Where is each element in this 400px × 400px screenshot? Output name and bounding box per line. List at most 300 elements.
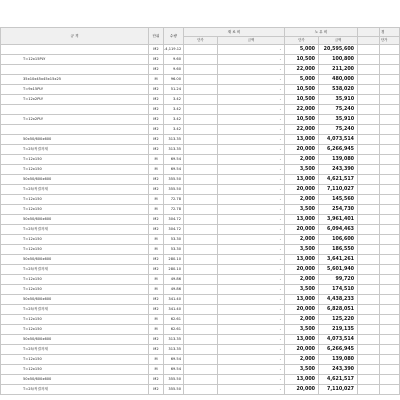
row-last — [380, 85, 400, 95]
row-gap — [358, 235, 380, 245]
row-gap — [358, 175, 380, 185]
row-spec — [1, 105, 149, 115]
row-gap — [358, 105, 380, 115]
row-labor-amount: 100,800 — [319, 55, 358, 65]
row-labor-price: 22,000 — [285, 65, 319, 75]
row-gap — [358, 245, 380, 255]
row-labor-price: 13,000 — [285, 375, 319, 385]
row-material-amount: - — [218, 285, 285, 295]
row-spec: T=25/직결자재 — [1, 225, 149, 235]
row-last — [380, 195, 400, 205]
table-row — [1, 145, 400, 155]
row-material-price — [184, 385, 218, 395]
row-labor-amount: 4,073,514 — [319, 335, 358, 345]
row-spec: T=12x150 — [1, 285, 149, 295]
row-qty: 62.61 — [164, 325, 184, 335]
row-qty: 49.86 — [164, 285, 184, 295]
header-spec: 규 격 — [1, 28, 149, 45]
row-material-price — [184, 355, 218, 365]
row-last — [380, 235, 400, 245]
row-spec: T=12x150 — [1, 165, 149, 175]
row-material-amount: - — [218, 215, 285, 225]
row-unit: M2 — [149, 225, 164, 235]
row-material-amount: - — [218, 175, 285, 185]
row-material-price — [184, 335, 218, 345]
table-row — [1, 45, 400, 55]
row-spec: 50x50/600x600 — [1, 175, 149, 185]
row-qty: 3.42 — [164, 105, 184, 115]
row-gap — [358, 335, 380, 345]
row-last — [380, 295, 400, 305]
table-row — [1, 325, 400, 335]
row-material-amount: - — [218, 185, 285, 195]
row-labor-amount: 4,621,517 — [319, 175, 358, 185]
row-gap — [358, 155, 380, 165]
row-qty: 9.60 — [164, 55, 184, 65]
row-labor-amount: 211,200 — [319, 65, 358, 75]
row-gap — [358, 165, 380, 175]
row-labor-price: 20,000 — [285, 145, 319, 155]
row-gap — [358, 285, 380, 295]
row-qty: 313.35 — [164, 135, 184, 145]
row-material-amount: - — [218, 235, 285, 245]
row-spec: T=12x150 — [1, 195, 149, 205]
row-gap — [358, 255, 380, 265]
row-spec: T=12x15PLY — [1, 55, 149, 65]
row-labor-price: 13,000 — [285, 175, 319, 185]
row-last — [380, 175, 400, 185]
row-unit: M — [149, 155, 164, 165]
table-row — [1, 345, 400, 355]
row-unit: M2 — [149, 135, 164, 145]
row-material-price — [184, 155, 218, 165]
row-material-amount: - — [218, 295, 285, 305]
row-qty: 313.35 — [164, 145, 184, 155]
table-row — [1, 255, 400, 265]
row-labor-price: 2,000 — [285, 315, 319, 325]
row-labor-price: 10,500 — [285, 95, 319, 105]
row-unit: M — [149, 285, 164, 295]
row-unit: M2 — [149, 125, 164, 135]
row-spec: 50x50/600x600 — [1, 375, 149, 385]
row-spec: 50x50/600x600 — [1, 335, 149, 345]
row-unit: M2 — [149, 215, 164, 225]
header-material: 재 료 비 — [184, 28, 285, 37]
row-material-price — [184, 95, 218, 105]
row-material-amount: - — [218, 245, 285, 255]
row-unit: M — [149, 75, 164, 85]
row-material-amount: - — [218, 305, 285, 315]
row-material-amount: - — [218, 365, 285, 375]
row-qty: 69.54 — [164, 165, 184, 175]
row-material-price — [184, 115, 218, 125]
table-row — [1, 275, 400, 285]
row-material-price — [184, 315, 218, 325]
table-row — [1, 85, 400, 95]
row-spec: T=12x2PLY — [1, 95, 149, 105]
row-labor-price: 13,000 — [285, 295, 319, 305]
header-row-top — [1, 28, 400, 37]
row-labor-amount: 4,073,514 — [319, 135, 358, 145]
row-labor-price: 5,000 — [285, 75, 319, 85]
row-material-amount: - — [218, 265, 285, 275]
table-row — [1, 105, 400, 115]
row-material-amount: - — [218, 75, 285, 85]
table-row — [1, 385, 400, 395]
row-material-price — [184, 265, 218, 275]
row-labor-price: 20,000 — [285, 225, 319, 235]
row-labor-amount: 243,390 — [319, 165, 358, 175]
table-row — [1, 315, 400, 325]
header-labor-amount: 금액 — [319, 37, 358, 45]
row-material-price — [184, 165, 218, 175]
row-labor-price: 20,000 — [285, 345, 319, 355]
table-row — [1, 175, 400, 185]
row-spec: T=25/직결자재 — [1, 305, 149, 315]
table-row — [1, 265, 400, 275]
table-row — [1, 355, 400, 365]
row-last — [380, 355, 400, 365]
row-unit: M2 — [149, 295, 164, 305]
row-last — [380, 255, 400, 265]
row-qty: 355.50 — [164, 175, 184, 185]
row-last — [380, 75, 400, 85]
row-material-amount: - — [218, 345, 285, 355]
row-labor-amount: 139,080 — [319, 155, 358, 165]
row-material-price — [184, 205, 218, 215]
row-labor-price: 13,000 — [285, 335, 319, 345]
row-qty: 280.10 — [164, 265, 184, 275]
row-labor-amount: 145,560 — [319, 195, 358, 205]
row-material-amount: - — [218, 45, 285, 55]
row-labor-price: 2,000 — [285, 155, 319, 165]
row-labor-amount: 4,438,233 — [319, 295, 358, 305]
row-unit: M — [149, 165, 164, 175]
row-spec: 50x50/600x600 — [1, 295, 149, 305]
row-qty: 62.61 — [164, 315, 184, 325]
row-labor-amount: 35,910 — [319, 95, 358, 105]
table-body — [1, 45, 400, 395]
row-last — [380, 225, 400, 235]
table-row — [1, 65, 400, 75]
row-gap — [358, 195, 380, 205]
row-material-amount: - — [218, 85, 285, 95]
row-unit: M2 — [149, 185, 164, 195]
row-labor-price: 20,000 — [285, 185, 319, 195]
row-labor-price: 3,500 — [285, 245, 319, 255]
header-labor-price: 단가 — [285, 37, 319, 45]
row-spec: T=12x150 — [1, 315, 149, 325]
row-material-price — [184, 225, 218, 235]
row-labor-price: 20,000 — [285, 305, 319, 315]
row-last — [380, 275, 400, 285]
row-last — [380, 315, 400, 325]
row-qty: 53.30 — [164, 235, 184, 245]
row-labor-price: 5,000 — [285, 45, 319, 55]
row-material-amount: - — [218, 115, 285, 125]
row-qty: 69.54 — [164, 155, 184, 165]
row-labor-amount: 186,550 — [319, 245, 358, 255]
header-last-sub: 단가 — [380, 37, 400, 45]
row-last — [380, 385, 400, 395]
table-row — [1, 115, 400, 125]
row-labor-price: 13,000 — [285, 215, 319, 225]
row-material-price — [184, 145, 218, 155]
row-material-amount: - — [218, 65, 285, 75]
row-labor-amount: 139,080 — [319, 355, 358, 365]
table-row — [1, 335, 400, 345]
row-material-price — [184, 45, 218, 55]
table-row — [1, 55, 400, 65]
row-last — [380, 305, 400, 315]
row-labor-price: 10,500 — [285, 55, 319, 65]
row-gap — [358, 145, 380, 155]
row-material-price — [184, 325, 218, 335]
table-row — [1, 235, 400, 245]
row-unit: M2 — [149, 375, 164, 385]
row-labor-amount: 3,961,401 — [319, 215, 358, 225]
table-row — [1, 185, 400, 195]
table-row — [1, 125, 400, 135]
row-gap — [358, 275, 380, 285]
row-labor-price: 20,000 — [285, 265, 319, 275]
row-unit: M — [149, 195, 164, 205]
table-row — [1, 75, 400, 85]
row-labor-amount: 7,110,027 — [319, 385, 358, 395]
row-last — [380, 145, 400, 155]
row-labor-amount: 7,110,027 — [319, 185, 358, 195]
table-row — [1, 155, 400, 165]
row-material-amount: - — [218, 135, 285, 145]
row-labor-price: 2,000 — [285, 235, 319, 245]
row-labor-amount: 480,000 — [319, 75, 358, 85]
row-unit: M2 — [149, 175, 164, 185]
row-gap — [358, 45, 380, 55]
row-labor-price: 22,000 — [285, 125, 319, 135]
row-qty: 355.50 — [164, 385, 184, 395]
row-unit: M2 — [149, 55, 164, 65]
spreadsheet — [0, 27, 400, 395]
row-qty: 53.30 — [164, 245, 184, 255]
row-spec: 50x50/600x600 — [1, 135, 149, 145]
row-labor-price: 2,000 — [285, 195, 319, 205]
row-qty: 49.86 — [164, 275, 184, 285]
row-spec: T=12x150 — [1, 365, 149, 375]
row-unit: M2 — [149, 105, 164, 115]
row-last — [380, 365, 400, 375]
row-material-amount: - — [218, 375, 285, 385]
row-spec: T=12x150 — [1, 235, 149, 245]
row-spec: T=12x2PLY — [1, 115, 149, 125]
row-unit: M2 — [149, 85, 164, 95]
row-last — [380, 215, 400, 225]
row-last — [380, 65, 400, 75]
row-qty: 51.24 — [164, 85, 184, 95]
row-gap — [358, 315, 380, 325]
row-labor-amount: 6,828,051 — [319, 305, 358, 315]
header-last-group: 경 — [380, 28, 400, 37]
row-spec: 35x10x45x45x15x25 — [1, 75, 149, 85]
row-last — [380, 55, 400, 65]
row-gap — [358, 345, 380, 355]
table-row — [1, 195, 400, 205]
row-labor-price: 3,500 — [285, 205, 319, 215]
row-spec — [1, 65, 149, 75]
row-gap — [358, 85, 380, 95]
row-gap — [358, 225, 380, 235]
row-unit: M — [149, 275, 164, 285]
row-qty: 3.42 — [164, 95, 184, 105]
row-labor-amount: 6,266,945 — [319, 145, 358, 155]
row-labor-amount: 4,621,517 — [319, 375, 358, 385]
row-gap — [358, 205, 380, 215]
row-labor-price: 10,500 — [285, 115, 319, 125]
row-qty: 355.50 — [164, 185, 184, 195]
row-gap — [358, 115, 380, 125]
row-labor-price: 3,500 — [285, 285, 319, 295]
row-material-amount: - — [218, 325, 285, 335]
row-spec: T=25/직결자재 — [1, 345, 149, 355]
row-material-amount: - — [218, 205, 285, 215]
row-qty: 304.72 — [164, 225, 184, 235]
row-labor-price: 10,500 — [285, 85, 319, 95]
row-material-price — [184, 215, 218, 225]
row-qty: 72.78 — [164, 205, 184, 215]
row-spec: T=12x150 — [1, 205, 149, 215]
row-qty: 72.78 — [164, 195, 184, 205]
row-labor-amount: 20,595,600 — [319, 45, 358, 55]
row-material-amount: - — [218, 55, 285, 65]
header-qty: 수량 — [164, 28, 184, 45]
row-material-price — [184, 185, 218, 195]
row-material-amount: - — [218, 95, 285, 105]
row-material-amount: - — [218, 255, 285, 265]
row-spec: T=12x150 — [1, 325, 149, 335]
row-qty: 313.35 — [164, 335, 184, 345]
row-last — [380, 185, 400, 195]
row-material-price — [184, 345, 218, 355]
row-spec — [1, 45, 149, 55]
row-material-price — [184, 285, 218, 295]
row-labor-amount: 174,510 — [319, 285, 358, 295]
row-last — [380, 45, 400, 55]
row-qty: 313.35 — [164, 345, 184, 355]
row-last — [380, 375, 400, 385]
table-row — [1, 365, 400, 375]
row-qty: -4,119.12 — [164, 45, 184, 55]
row-qty: 304.72 — [164, 215, 184, 225]
row-labor-amount: 6,266,945 — [319, 345, 358, 355]
row-material-price — [184, 235, 218, 245]
row-material-amount: - — [218, 125, 285, 135]
row-material-price — [184, 65, 218, 75]
row-last — [380, 95, 400, 105]
row-material-price — [184, 175, 218, 185]
row-spec: T=9x15PLY — [1, 85, 149, 95]
row-material-amount: - — [218, 105, 285, 115]
header-labor: 노 무 비 — [285, 28, 358, 37]
header-unit: 단위 — [149, 28, 164, 45]
row-labor-amount: 106,600 — [319, 235, 358, 245]
row-spec: T=12x150 — [1, 275, 149, 285]
row-spec: T=25/직결자재 — [1, 265, 149, 275]
row-last — [380, 335, 400, 345]
row-gap — [358, 135, 380, 145]
row-gap — [358, 185, 380, 195]
row-labor-amount: 75,240 — [319, 105, 358, 115]
row-qty: 341.40 — [164, 305, 184, 315]
row-material-amount: - — [218, 315, 285, 325]
row-qty: 69.54 — [164, 355, 184, 365]
row-gap — [358, 215, 380, 225]
row-qty: 3.42 — [164, 115, 184, 125]
row-material-price — [184, 255, 218, 265]
table-row — [1, 245, 400, 255]
row-labor-price: 2,000 — [285, 275, 319, 285]
row-unit: M — [149, 235, 164, 245]
row-spec: 50x50/600x600 — [1, 255, 149, 265]
row-unit: M — [149, 365, 164, 375]
row-gap — [358, 55, 380, 65]
row-qty: 3.42 — [164, 125, 184, 135]
row-material-amount: - — [218, 355, 285, 365]
row-material-price — [184, 305, 218, 315]
row-last — [380, 285, 400, 295]
row-material-amount: - — [218, 195, 285, 205]
row-gap — [358, 305, 380, 315]
table-row — [1, 285, 400, 295]
row-gap — [358, 95, 380, 105]
row-material-price — [184, 75, 218, 85]
row-spec: T=25/직결자재 — [1, 185, 149, 195]
header-material-price: 단가 — [184, 37, 218, 45]
row-unit: M — [149, 325, 164, 335]
table-row — [1, 165, 400, 175]
row-unit: M2 — [149, 265, 164, 275]
row-material-amount: - — [218, 385, 285, 395]
row-unit: M — [149, 245, 164, 255]
row-last — [380, 245, 400, 255]
row-labor-amount: 6,094,463 — [319, 225, 358, 235]
row-unit: M — [149, 205, 164, 215]
row-last — [380, 205, 400, 215]
table-row — [1, 305, 400, 315]
row-labor-price: 13,000 — [285, 255, 319, 265]
row-last — [380, 125, 400, 135]
row-unit: M2 — [149, 255, 164, 265]
row-gap — [358, 65, 380, 75]
row-unit: M2 — [149, 385, 164, 395]
row-spec: T=12x150 — [1, 155, 149, 165]
header-gap — [358, 28, 380, 37]
row-unit: M2 — [149, 115, 164, 125]
row-material-amount: - — [218, 275, 285, 285]
row-labor-amount: 254,730 — [319, 205, 358, 215]
row-unit: M2 — [149, 305, 164, 315]
row-material-amount: - — [218, 145, 285, 155]
row-last — [380, 155, 400, 165]
table-row — [1, 295, 400, 305]
row-material-amount: - — [218, 165, 285, 175]
row-material-amount: - — [218, 335, 285, 345]
row-qty: 280.10 — [164, 255, 184, 265]
table-row — [1, 205, 400, 215]
row-material-amount: - — [218, 225, 285, 235]
row-labor-amount: 125,220 — [319, 315, 358, 325]
row-material-price — [184, 135, 218, 145]
row-labor-amount: 99,720 — [319, 275, 358, 285]
row-spec — [1, 125, 149, 135]
